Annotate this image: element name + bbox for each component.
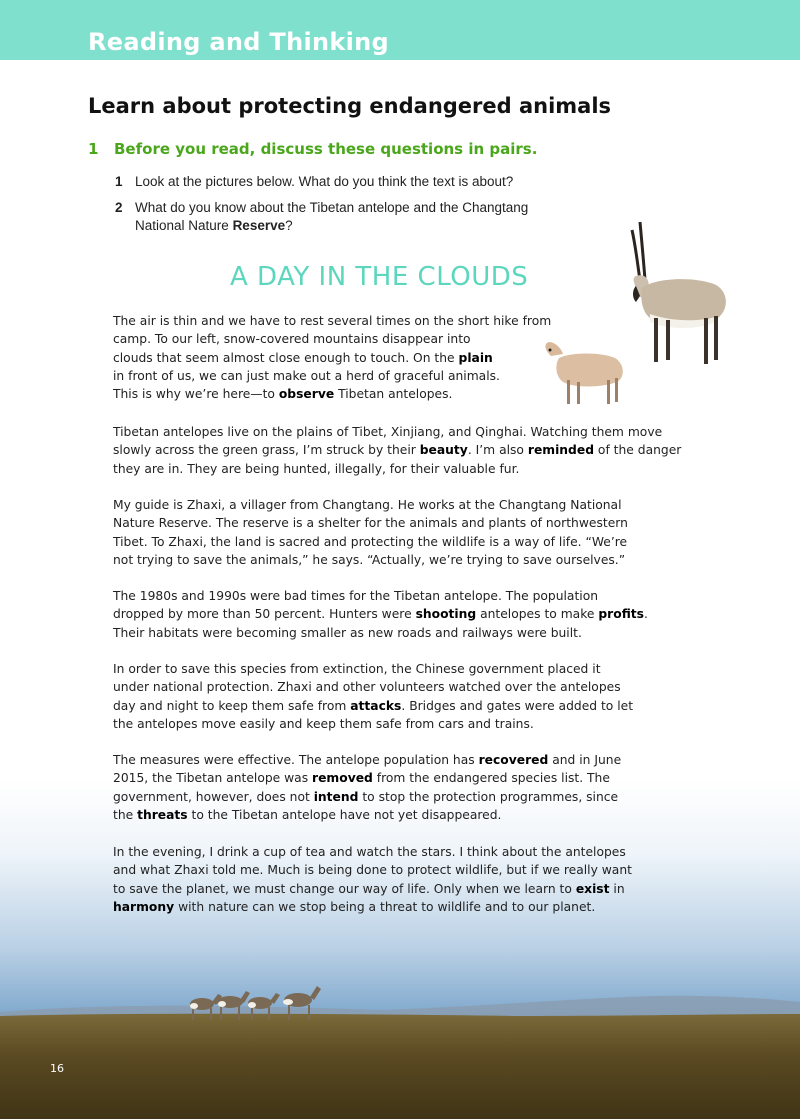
- article-paragraph-1: The air is thin and we have to rest several times on the short hike from camp. To our left, snow-covered mountains disappear into clouds that seem almost close enough to touch. On the plain in front of us, we can just make out a herd of graceful animals. This is why we’re here—to observe Tibetan antelopes.: [113, 314, 552, 402]
- article-paragraph-4: The 1980s and 1990s were bad times for the Tibetan antelope. The population dropped by more than 50 percent. Hunters were shooting antelopes to make profits. Their habitats were becoming smaller as new roads and railways were built.: [113, 589, 648, 640]
- article-title: A DAY IN THE CLOUDS: [230, 262, 529, 292]
- landscape-photo: [0, 780, 800, 1119]
- banner-title: Reading and Thinking: [88, 28, 390, 56]
- vocab-word: removed: [312, 771, 373, 786]
- vocab-word: harmony: [113, 899, 175, 914]
- antelope-herd-image: [180, 978, 330, 1024]
- vocab-word: beauty: [419, 443, 468, 458]
- article-paragraph-7: In the evening, I drink a cup of tea and watch the stars. I think about the antelopes and what Zhaxi told me. Much is being done to protect wildlife, but if we really want to save the planet, we must change our way of life. Only when we learn to exist in harmony with nature can we stop being a threat to wildlife and to our planet.: [113, 845, 632, 914]
- article-paragraph-6: The measures were effective. The antelope population has recovered and in June 2015, the Tibetan antelope was removed from the endangered species list. The government, however, does not intend to stop the protection programmes, since the threats to the Tibetan antelope have not yet disappeared.: [113, 753, 622, 822]
- article-paragraph-2: Tibetan antelopes live on the plains of Tibet, Xinjiang, and Qinghai. Watching them move slowly across the green grass, I’m struck by their beauty. I’m also reminded of the danger they are in. They are being hunted, illegally, for their valuable fur.: [113, 425, 682, 476]
- header-banner: [0, 0, 800, 60]
- task-text: Before you read, discuss these questions in pairs.: [114, 140, 538, 158]
- section-heading: Learn about protecting endangered animals: [88, 94, 612, 118]
- question-number: 1: [115, 174, 123, 189]
- question-number: 2: [115, 200, 123, 215]
- vocab-word: shooting: [415, 607, 477, 622]
- article-paragraph-5: In order to save this species from extinction, the Chinese government placed it under national protection. Zhaxi and other volunteers watched over the antelopes day and night to keep them safe from attacks. Bridges and gates were added to let the antelopes move easily and keep them safe from cars and trains.: [113, 662, 634, 731]
- keyword: Reserve: [232, 218, 286, 233]
- question-text: Look at the pictures below. What do you think the text is about?: [135, 174, 514, 189]
- article-paragraph-3: My guide is Zhaxi, a villager from Changtang. He works at the Changtang National Nature Reserve. The reserve is a shelter for the animals and plants of northwestern Tibet. To Zhaxi, the land is sacred and protecting the wildlife is a way of life. “We’re not trying to save the animals,” he says. “Actually, we’re trying to save ourselves.”: [113, 498, 628, 567]
- vocab-word: profits: [598, 607, 645, 622]
- task-instruction: [88, 140, 537, 158]
- question-text: What do you know about the Tibetan antelope and the Changtang National Nature Reserve?: [135, 200, 529, 233]
- task-number: 1: [88, 140, 99, 158]
- vocab-word: plain: [458, 350, 493, 365]
- vocab-word: attacks: [350, 698, 402, 713]
- page-number: 16: [50, 1062, 64, 1075]
- vocab-word: recovered: [478, 753, 549, 767]
- vocab-word: reminded: [527, 443, 595, 458]
- vocab-word: exist: [575, 881, 610, 896]
- vocab-word: observe: [278, 387, 335, 402]
- vocab-word: threats: [137, 807, 188, 822]
- vocab-word: intend: [313, 789, 359, 804]
